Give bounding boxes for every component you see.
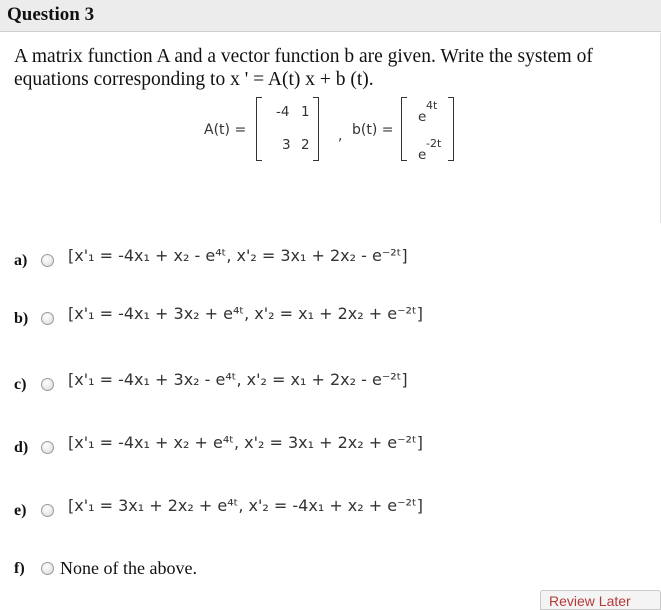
option-f-label: f) (14, 560, 25, 577)
matrix-a-cell-22: 2 (301, 137, 310, 153)
option-f-text: None of the above. (60, 558, 197, 578)
option-a-equation: [x'₁ = -4x₁ + x₂ - e⁴ᵗ, x'₂ = 3x₁ + 2x₂ - e⁻²ᵗ] (68, 246, 408, 265)
vector-b-cell-2-base: e (418, 147, 427, 163)
matrix-a-cell-21: 3 (282, 137, 291, 153)
option-d-radio[interactable] (41, 441, 54, 454)
question-text (14, 45, 644, 91)
option-a[interactable] (0, 240, 661, 280)
option-f-radio[interactable] (41, 562, 54, 575)
option-c-equation: [x'₁ = -4x₁ + 3x₂ - e⁴ᵗ, x'₂ = x₁ + 2x₂ - e⁻²ᵗ] (68, 370, 408, 389)
option-c[interactable] (0, 364, 661, 404)
option-e-label: e) (14, 502, 27, 519)
option-c-label: c) (14, 376, 27, 393)
option-e-radio[interactable] (41, 504, 54, 517)
option-b-label: b) (14, 310, 29, 327)
vector-b-right-bracket (448, 97, 454, 161)
option-e-equation: [x'₁ = 3x₁ + 2x₂ + e⁴ᵗ, x'₂ = -4x₁ + x₂ + e⁻²ᵗ] (68, 496, 423, 515)
matrix-a-cell-12: 1 (301, 104, 310, 120)
vector-b-cell-1-base: e (418, 109, 427, 125)
vector-b-cell-1-exponent: 4t (426, 99, 438, 112)
question-body (0, 33, 661, 223)
option-a-radio[interactable] (41, 254, 54, 267)
vector-b-label: b(t) = (352, 122, 394, 138)
option-d-equation: [x'₁ = -4x₁ + x₂ + e⁴ᵗ, x'₂ = 3x₁ + 2x₂ + e⁻²ᵗ] (68, 433, 423, 452)
option-b[interactable] (0, 298, 661, 338)
option-a-label: a) (14, 252, 28, 269)
matrix-a-label: A(t) = (204, 122, 247, 138)
matrix-a-cell-11: -4 (276, 104, 290, 120)
matrix-a-right-bracket (313, 97, 319, 161)
option-c-radio[interactable] (41, 378, 54, 391)
question-text-line-1: A matrix function A and a vector function b are given. Write the system of (14, 46, 593, 67)
option-d[interactable] (0, 427, 661, 467)
vector-b-cell-2-exponent: -2t (426, 137, 442, 150)
option-e[interactable] (0, 490, 661, 530)
matrix-separator-comma: , (338, 128, 343, 144)
review-later-button[interactable]: Review Later (540, 590, 661, 610)
question-title: Question 3 (7, 4, 95, 25)
option-b-radio[interactable] (41, 312, 54, 325)
question-text-line-2: equations corresponding to x ' = A(t) x + b (t). (14, 69, 374, 90)
option-d-label: d) (14, 439, 29, 456)
vector-b-left-bracket (401, 97, 407, 161)
question-header (0, 0, 661, 32)
matrix-a-left-bracket (256, 97, 262, 161)
option-f[interactable] (0, 548, 661, 588)
option-b-equation: [x'₁ = -4x₁ + 3x₂ + e⁴ᵗ, x'₂ = x₁ + 2x₂ + e⁻²ᵗ] (68, 304, 423, 323)
